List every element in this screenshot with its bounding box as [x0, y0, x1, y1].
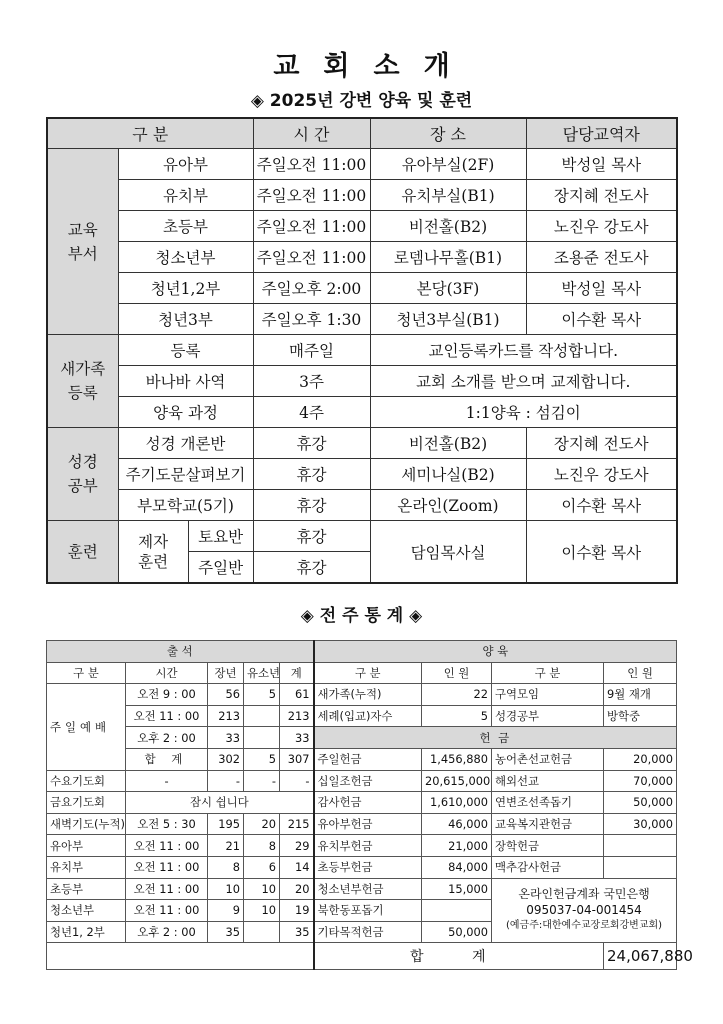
dept-name: 청년1,2부 — [118, 273, 253, 304]
row-label: 금요기도회 — [47, 792, 126, 814]
table-row — [47, 490, 677, 521]
page-title: 교회소개 — [273, 51, 474, 82]
stats-header-row — [47, 662, 677, 684]
offering-value: 50,000 — [604, 792, 677, 814]
dept-time: 주일오전 11:00 — [253, 149, 370, 180]
program-desc: 교인등록카드를 작성합니다. — [370, 335, 677, 366]
offering-label: 해외선교 — [492, 770, 604, 792]
offering-value: 1,610,000 — [422, 792, 492, 814]
adult-cell: 33 — [208, 727, 244, 749]
offering-value: 20,615,000 — [422, 770, 492, 792]
class-status: 휴강 — [253, 428, 370, 459]
time-cell: - — [126, 770, 208, 792]
class-name: 부모학교(5기) — [118, 490, 253, 521]
total-cell: 29 — [280, 835, 314, 857]
youth-cell: 10 — [244, 900, 280, 922]
section-title-training: ◈ 2025년 강변 양육 및 훈련 — [250, 91, 473, 111]
youth-cell — [244, 921, 280, 943]
offering-label: 연변조선족돕기 — [492, 792, 604, 814]
program-period: 3주 — [253, 366, 370, 397]
table-row — [47, 366, 677, 397]
offering-label: 감사헌금 — [314, 792, 422, 814]
row-label: 청소년부 — [47, 900, 126, 922]
grand-total-label: 합 계 — [314, 943, 604, 970]
offering-label: 북한동포돕기 — [314, 900, 422, 922]
offering-label: 장학헌금 — [492, 835, 604, 857]
category-training: 훈련 — [47, 521, 118, 584]
nurture-value: 5 — [422, 705, 492, 727]
table-row — [47, 397, 677, 428]
account-holder: (예금주:대한예수교장로회강변교회) — [505, 920, 663, 932]
dept-place: 본당(3F) — [370, 273, 526, 304]
offering-value: 84,000 — [422, 856, 492, 878]
class-leader: 이수환 목사 — [526, 490, 677, 521]
offering-label: 맥추감사헌금 — [492, 856, 604, 878]
dept-leader: 조용준 전도사 — [526, 242, 677, 273]
adult-cell: 302 — [208, 748, 244, 770]
time-cell: 오전 11 : 00 — [126, 856, 208, 878]
row-label: 유치부 — [47, 856, 126, 878]
dept-name: 유치부 — [118, 180, 253, 211]
class-name: 성경 개론반 — [118, 428, 253, 459]
class-status: 휴강 — [253, 459, 370, 490]
class-status: 휴강 — [253, 552, 370, 584]
subtotal-label: 합 계 — [126, 748, 208, 770]
dept-leader: 장지혜 전도사 — [526, 180, 677, 211]
offering-value — [422, 900, 492, 922]
training-subcell — [118, 521, 253, 584]
program-desc: 교회 소개를 받으며 교제합니다. — [370, 366, 677, 397]
class-status: 휴강 — [253, 521, 370, 552]
program-desc: 1:1양육 : 섬김이 — [370, 397, 677, 428]
time-cell: 오후 2 : 00 — [126, 727, 208, 749]
youth-cell: 5 — [244, 684, 280, 706]
dept-name: 청년3부 — [118, 304, 253, 335]
nurture-value: 22 — [422, 684, 492, 706]
table-row — [47, 684, 677, 706]
dept-time: 주일오전 11:00 — [253, 211, 370, 242]
nur-head-category: 구 분 — [314, 662, 422, 684]
dept-place: 청년3부실(B1) — [370, 304, 526, 335]
program-period: 매주일 — [253, 335, 370, 366]
adult-cell: 195 — [208, 813, 244, 835]
class-status: 휴강 — [253, 490, 370, 521]
nur-head-count: 인 원 — [422, 662, 492, 684]
adult-cell: 9 — [208, 900, 244, 922]
youth-cell: 20 — [244, 813, 280, 835]
adult-cell: 35 — [208, 921, 244, 943]
category-bible-study: 성경 공부 — [47, 428, 118, 521]
table-header-row — [47, 118, 677, 149]
row-label: 청년1, 2부 — [47, 921, 126, 943]
row-label: 초등부 — [47, 878, 126, 900]
dept-place: 유아부실(2F) — [370, 149, 526, 180]
youth-cell — [244, 705, 280, 727]
table-row — [47, 149, 677, 180]
table-row — [47, 211, 677, 242]
adult-cell: 10 — [208, 878, 244, 900]
total-cell: 35 — [280, 921, 314, 943]
class-leader: 장지혜 전도사 — [526, 428, 677, 459]
notice-cell: 잠시 쉽니다 — [126, 792, 314, 814]
total-cell: 14 — [280, 856, 314, 878]
adult-cell: - — [208, 770, 244, 792]
dept-time: 주일오후 1:30 — [253, 304, 370, 335]
table-row — [47, 242, 677, 273]
offering-label: 청소년부헌금 — [314, 878, 422, 900]
offering-value: 1,456,880 — [422, 748, 492, 770]
youth-cell: 8 — [244, 835, 280, 857]
time-cell: 오전 11 : 00 — [126, 835, 208, 857]
attendance-title: 출 석 — [47, 641, 314, 663]
offering-label: 농어촌선교헌금 — [492, 748, 604, 770]
account-number: 095037-04-001454 — [526, 903, 642, 918]
nur-head-category-2: 구 분 — [492, 662, 604, 684]
program-name: 양육 과정 — [118, 397, 253, 428]
offering-value: 30,000 — [604, 813, 677, 835]
nurture-value: 9월 재개 — [604, 684, 677, 706]
youth-cell: 6 — [244, 856, 280, 878]
dept-leader: 박성일 목사 — [526, 273, 677, 304]
dept-time: 주일오전 11:00 — [253, 242, 370, 273]
offering-label: 교육복지관헌금 — [492, 813, 604, 835]
offering-value: 70,000 — [604, 770, 677, 792]
att-head-category: 구 분 — [47, 662, 126, 684]
time-cell: 오전 11 : 00 — [126, 900, 208, 922]
program-name: 바나바 사역 — [118, 366, 253, 397]
adult-cell: 56 — [208, 684, 244, 706]
dept-time: 주일오후 2:00 — [253, 273, 370, 304]
header-leader: 담당교역자 — [526, 118, 677, 149]
adult-cell: 8 — [208, 856, 244, 878]
table-row — [47, 727, 677, 749]
category-education: 교육 부서 — [47, 149, 118, 335]
dept-place: 로뎀나무홀(B1) — [370, 242, 526, 273]
youth-cell: 5 — [244, 748, 280, 770]
dept-time: 주일오전 11:00 — [253, 180, 370, 211]
nurture-label: 구역모임 — [492, 684, 604, 706]
program-period: 4주 — [253, 397, 370, 428]
dept-leader: 이수환 목사 — [526, 304, 677, 335]
table-row — [47, 705, 677, 727]
offering-label: 십일조헌금 — [314, 770, 422, 792]
att-head-time: 시간 — [126, 662, 208, 684]
row-label: 유아부 — [47, 835, 126, 857]
dept-name: 청소년부 — [118, 242, 253, 273]
offering-value: 20,000 — [604, 748, 677, 770]
time-cell: 오후 2 : 00 — [126, 921, 208, 943]
table-row — [47, 335, 677, 366]
nurture-label: 새가족(누적) — [314, 684, 422, 706]
offering-label: 주일헌금 — [314, 748, 422, 770]
total-cell: - — [280, 770, 314, 792]
header-place: 장 소 — [370, 118, 526, 149]
offering-value — [604, 835, 677, 857]
youth-cell: - — [244, 770, 280, 792]
offering-value: 15,000 — [422, 878, 492, 900]
adult-cell: 21 — [208, 835, 244, 857]
grand-total-row — [47, 943, 677, 970]
offering-value: 21,000 — [422, 835, 492, 857]
section-title-stats: ◈ 전 주 통 계 ◈ — [300, 606, 423, 626]
row-label: 수요기도회 — [47, 770, 126, 792]
training-subtable — [119, 521, 253, 582]
total-cell: 307 — [280, 748, 314, 770]
offering-value: 46,000 — [422, 813, 492, 835]
dept-place: 유치부실(B1) — [370, 180, 526, 211]
youth-cell — [244, 727, 280, 749]
class-place: 세미나실(B2) — [370, 459, 526, 490]
att-head-youth: 유소년 — [244, 662, 280, 684]
offering-value — [604, 856, 677, 878]
table-row — [47, 813, 677, 835]
class-place: 비전홀(B2) — [370, 428, 526, 459]
table-row — [47, 459, 677, 490]
total-cell: 33 — [280, 727, 314, 749]
class-sunday: 주일반 — [198, 559, 244, 577]
youth-cell: 10 — [244, 878, 280, 900]
total-cell: 61 — [280, 684, 314, 706]
dept-name: 초등부 — [118, 211, 253, 242]
nur-head-count-2: 인 원 — [604, 662, 677, 684]
time-cell: 오전 11 : 00 — [126, 705, 208, 727]
table-row — [47, 878, 677, 900]
att-head-adult: 장년 — [208, 662, 244, 684]
category-new-family: 새가족 등록 — [47, 335, 118, 428]
nurture-value: 방학중 — [604, 705, 677, 727]
disciple-training-label: 제자 훈련 — [119, 521, 189, 582]
dept-leader: 노진우 강도사 — [526, 211, 677, 242]
total-cell: 215 — [280, 813, 314, 835]
offering-label: 초등부헌금 — [314, 856, 422, 878]
table-row — [47, 856, 677, 878]
dept-name: 유아부 — [118, 149, 253, 180]
sunday-service-label: 주일예배 — [47, 684, 126, 770]
bank-name: 온라인헌금계좌 국민은행 — [518, 887, 650, 902]
class-saturday: 토요반 — [188, 521, 252, 552]
table-row — [47, 304, 677, 335]
training-place: 담임목사실 — [370, 521, 526, 584]
time-cell: 오전 5 : 30 — [126, 813, 208, 835]
class-name: 주기도문살펴보기 — [118, 459, 253, 490]
header-time: 시 간 — [253, 118, 370, 149]
total-cell: 19 — [280, 900, 314, 922]
class-leader: 노진우 강도사 — [526, 459, 677, 490]
grand-total-value: 24,067,880 — [604, 943, 677, 970]
table-row — [47, 273, 677, 304]
table-row — [47, 748, 677, 770]
online-account-box — [492, 878, 677, 943]
stats-title-row — [47, 641, 677, 663]
header-category: 구 분 — [47, 118, 253, 149]
time-cell: 오전 9 : 00 — [126, 684, 208, 706]
training-table — [46, 117, 678, 584]
table-row — [47, 792, 677, 814]
row-label: 새벽기도(누적) — [47, 813, 126, 835]
stats-table — [46, 640, 693, 970]
table-row — [47, 428, 677, 459]
offering-label: 기타목적헌금 — [314, 921, 422, 943]
dept-leader: 박성일 목사 — [526, 149, 677, 180]
offering-label: 유아부헌금 — [314, 813, 422, 835]
offering-title: 헌 금 — [314, 727, 677, 749]
table-row — [47, 770, 677, 792]
program-name: 등록 — [118, 335, 253, 366]
adult-cell: 213 — [208, 705, 244, 727]
offering-value: 50,000 — [422, 921, 492, 943]
training-leader: 이수환 목사 — [526, 521, 677, 584]
table-row — [47, 180, 677, 211]
nurture-label: 성경공부 — [492, 705, 604, 727]
table-row — [47, 835, 677, 857]
table-row — [47, 521, 677, 552]
class-place: 온라인(Zoom) — [370, 490, 526, 521]
total-cell: 20 — [280, 878, 314, 900]
nurture-title: 양 육 — [314, 641, 677, 663]
total-cell: 213 — [280, 705, 314, 727]
nurture-label: 세례(입교)자수 — [314, 705, 422, 727]
dept-place: 비전홀(B2) — [370, 211, 526, 242]
att-head-total: 계 — [280, 662, 314, 684]
empty-cell — [47, 943, 314, 970]
time-cell: 오전 11 : 00 — [126, 878, 208, 900]
offering-label: 유치부헌금 — [314, 835, 422, 857]
